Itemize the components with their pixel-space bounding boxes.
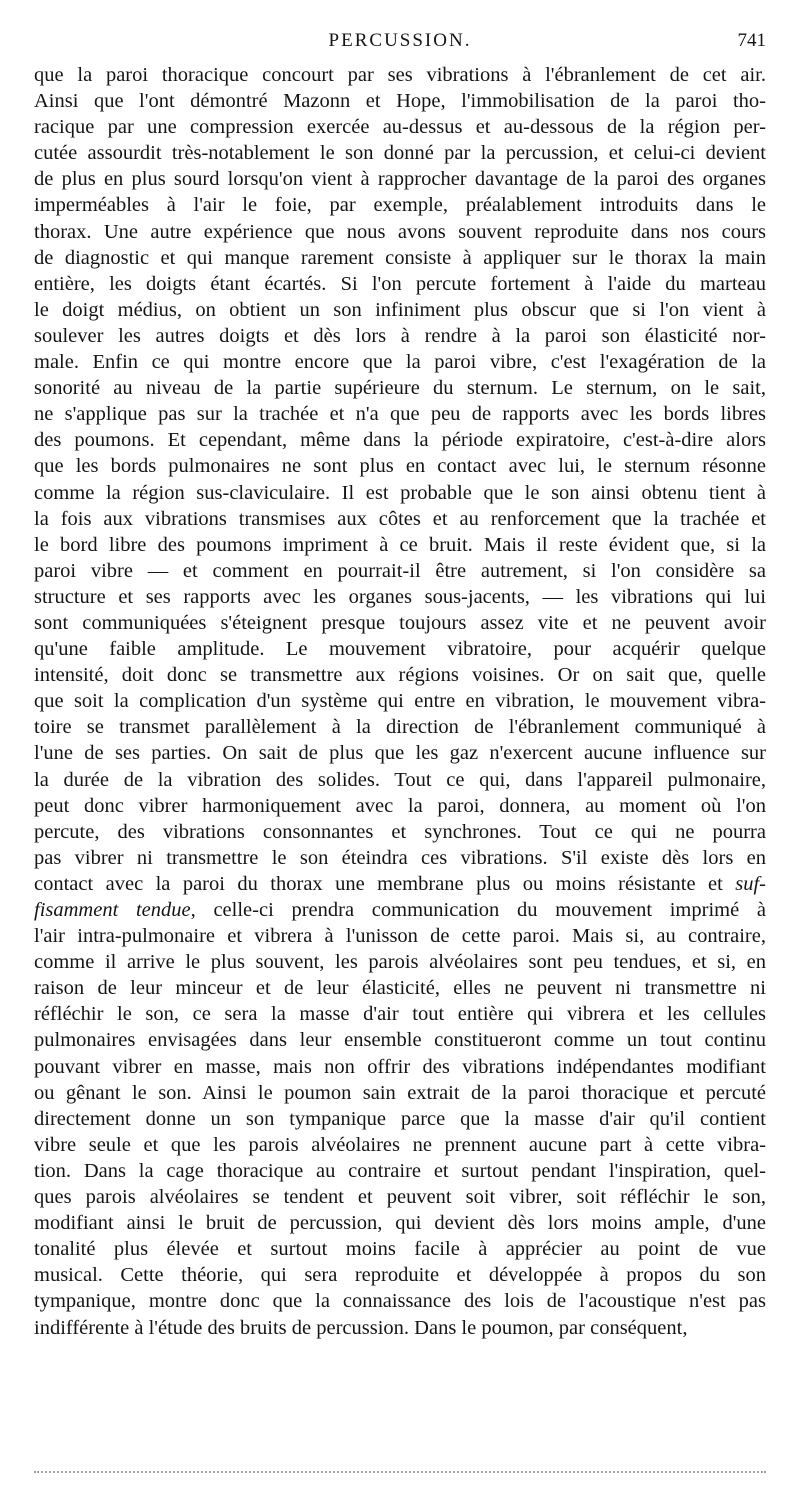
text-line: tion. Dans la cage thoracique au contraire et surtout pendant l'inspiration, quel- xyxy=(34,1159,766,1182)
text-line: thorax. Une autre expérience que nous avons souvent reproduite dans nos cours xyxy=(34,220,766,243)
text-line: imperméables à l'air le foie, par exemple, préalablement introduits dans le xyxy=(34,194,766,217)
text-line: que la paroi thoracique concourt par ses vibrations à l'ébranlement de cet air. xyxy=(34,64,766,86)
page-number: 741 xyxy=(737,30,766,51)
text-line: la fois aux vibrations transmises aux côtes et au renforcement que la trachée et xyxy=(34,507,766,530)
text-line: que les bords pulmonaires ne sont plus en contact avec lui, le sternum résonne xyxy=(34,455,766,478)
running-title: PERCUSSION. xyxy=(328,30,472,51)
text-line: tonalité plus élevée et surtout moins facile à apprécier au point de vue xyxy=(34,1238,766,1261)
text-line: comme il arrive le plus souvent, les parois alvéolaires sont peu tendues, et si, en xyxy=(34,951,766,974)
text-line: de diagnostic et qui manque rarement consiste à appliquer sur le thorax la main xyxy=(34,246,766,269)
text-line: ou gênant le son. Ainsi le poumon sain extrait de la paroi thoracique et percuté xyxy=(34,1081,766,1104)
footer-dotted-rule xyxy=(34,1471,766,1473)
text-line: de plus en plus sourd lorsqu'on vient à rapprocher davantage de la paroi des organes xyxy=(34,168,766,191)
text-line: contact avec la paroi du thorax une membrane plus ou moins résistante et suf- xyxy=(34,872,766,895)
text-line: ques parois alvéolaires se tendent et peuvent soit vibrer, soit réfléchir le son, xyxy=(34,1186,766,1209)
text-line: sont communiquées s'éteignent presque toujours assez vite et ne peuvent avoir xyxy=(34,611,766,634)
text-line: paroi vibre — et comment en pourrait-il être autrement, si l'on considère sa xyxy=(34,559,766,582)
text-line: modifiant ainsi le bruit de percussion, qui devient dès lors moins ample, d'une xyxy=(34,1212,766,1235)
text-line: peut donc vibrer harmoniquement avec la paroi, donnera, au moment où l'on xyxy=(34,794,766,817)
text-line: cutée assourdit très-notablement le son donné par la percussion, et celui-ci devient xyxy=(34,142,766,165)
text-line: qu'une faible amplitude. Le mouvement vibratoire, pour acquérir quelque xyxy=(34,638,766,661)
text-line: pulmonaires envisagées dans leur ensemble constitueront comme un tout continu xyxy=(34,1029,766,1052)
text-line: Ainsi que l'ont démontré Mazonn et Hope, l'immobilisation de la paroi tho- xyxy=(34,90,766,113)
text-line: structure et ses rapports avec les organes sous-jacents, — les vibrations qui lui xyxy=(34,585,766,608)
text-line: tympanique, montre donc que la connaissance des lois de l'acoustique n'est pas xyxy=(34,1290,766,1313)
text-line: musical. Cette théorie, qui sera reproduite et développée à propos du son xyxy=(34,1264,766,1287)
text-line: ne s'applique pas sur la trachée et n'a que peu de rapports avec les bords libres xyxy=(34,403,766,426)
text-line: soulever les autres doigts et dès lors à rendre à la paroi son élasticité nor- xyxy=(34,324,766,347)
text-line: pas vibrer ni transmettre le son éteindra ces vibrations. S'il existe dès lors en xyxy=(34,846,766,869)
text-line: vibre seule et que les parois alvéolaires ne prennent aucune part à cette vibra- xyxy=(34,1133,766,1156)
text-line: des poumons. Et cependant, même dans la période expiratoire, c'est-à-dire alors xyxy=(34,429,766,452)
text-line: fisamment tendue, celle-ci prendra communication du mouvement imprimé à xyxy=(34,899,766,921)
text-line: racique par une compression exercée au-dessus et au-dessous de la région per- xyxy=(34,116,766,139)
text-line: intensité, doit donc se transmettre aux régions voisines. Or on sait que, quelle xyxy=(34,664,766,687)
text-line: sonorité au niveau de la partie supérieure du sternum. Le sternum, on le sait, xyxy=(34,377,766,400)
text-line: toire se transmet parallèlement à la direction de l'ébranlement communiqué à xyxy=(34,716,766,739)
text-line: entière, les doigts étant écartés. Si l'on percute fortement à l'aide du marteau xyxy=(34,272,766,295)
text-line: le doigt médius, on obtient un son infiniment plus obscur que si l'on vient à xyxy=(34,298,766,321)
text-line: pouvant vibrer en masse, mais non offrir des vibrations indépendantes modifiant xyxy=(34,1055,766,1078)
text-line: percute, des vibrations consonnantes et synchrones. Tout ce qui ne pourra xyxy=(34,820,766,843)
text-line: réfléchir le son, ce sera la masse d'air tout entière qui vibrera et les cellules xyxy=(34,1003,766,1026)
text-line: l'air intra-pulmonaire et vibrera à l'unisson de cette paroi. Mais si, au contraire, xyxy=(34,925,766,948)
text-line: que soit la complication d'un système qui entre en vibration, le mouvement vibra- xyxy=(34,690,766,713)
text-line: comme la région sus-claviculaire. Il est probable que le son ainsi obtenu tient à xyxy=(34,481,766,504)
text-line: le bord libre des poumons impriment à ce bruit. Mais il reste évident que, si la xyxy=(34,533,766,556)
text-line: l'une de ses parties. On sait de plus que les gaz n'exercent aucune influence sur xyxy=(34,742,766,765)
text-line: la durée de la vibration des solides. Tout ce qui, dans l'appareil pulmonaire, xyxy=(34,768,766,791)
text-line: male. Enfin ce qui montre encore que la paroi vibre, c'est l'exagération de la xyxy=(34,351,766,374)
text-line: indifférente à l'étude des bruits de percussion. Dans le poumon, par conséquent, xyxy=(34,1316,688,1339)
running-header xyxy=(34,30,766,56)
text-line: directement donne un son tympanique parce que la masse d'air qu'il contient xyxy=(34,1107,766,1130)
text-line: raison de leur minceur et de leur élasticité, elles ne peuvent ni transmettre ni xyxy=(34,977,766,1000)
body-text xyxy=(34,62,766,1341)
